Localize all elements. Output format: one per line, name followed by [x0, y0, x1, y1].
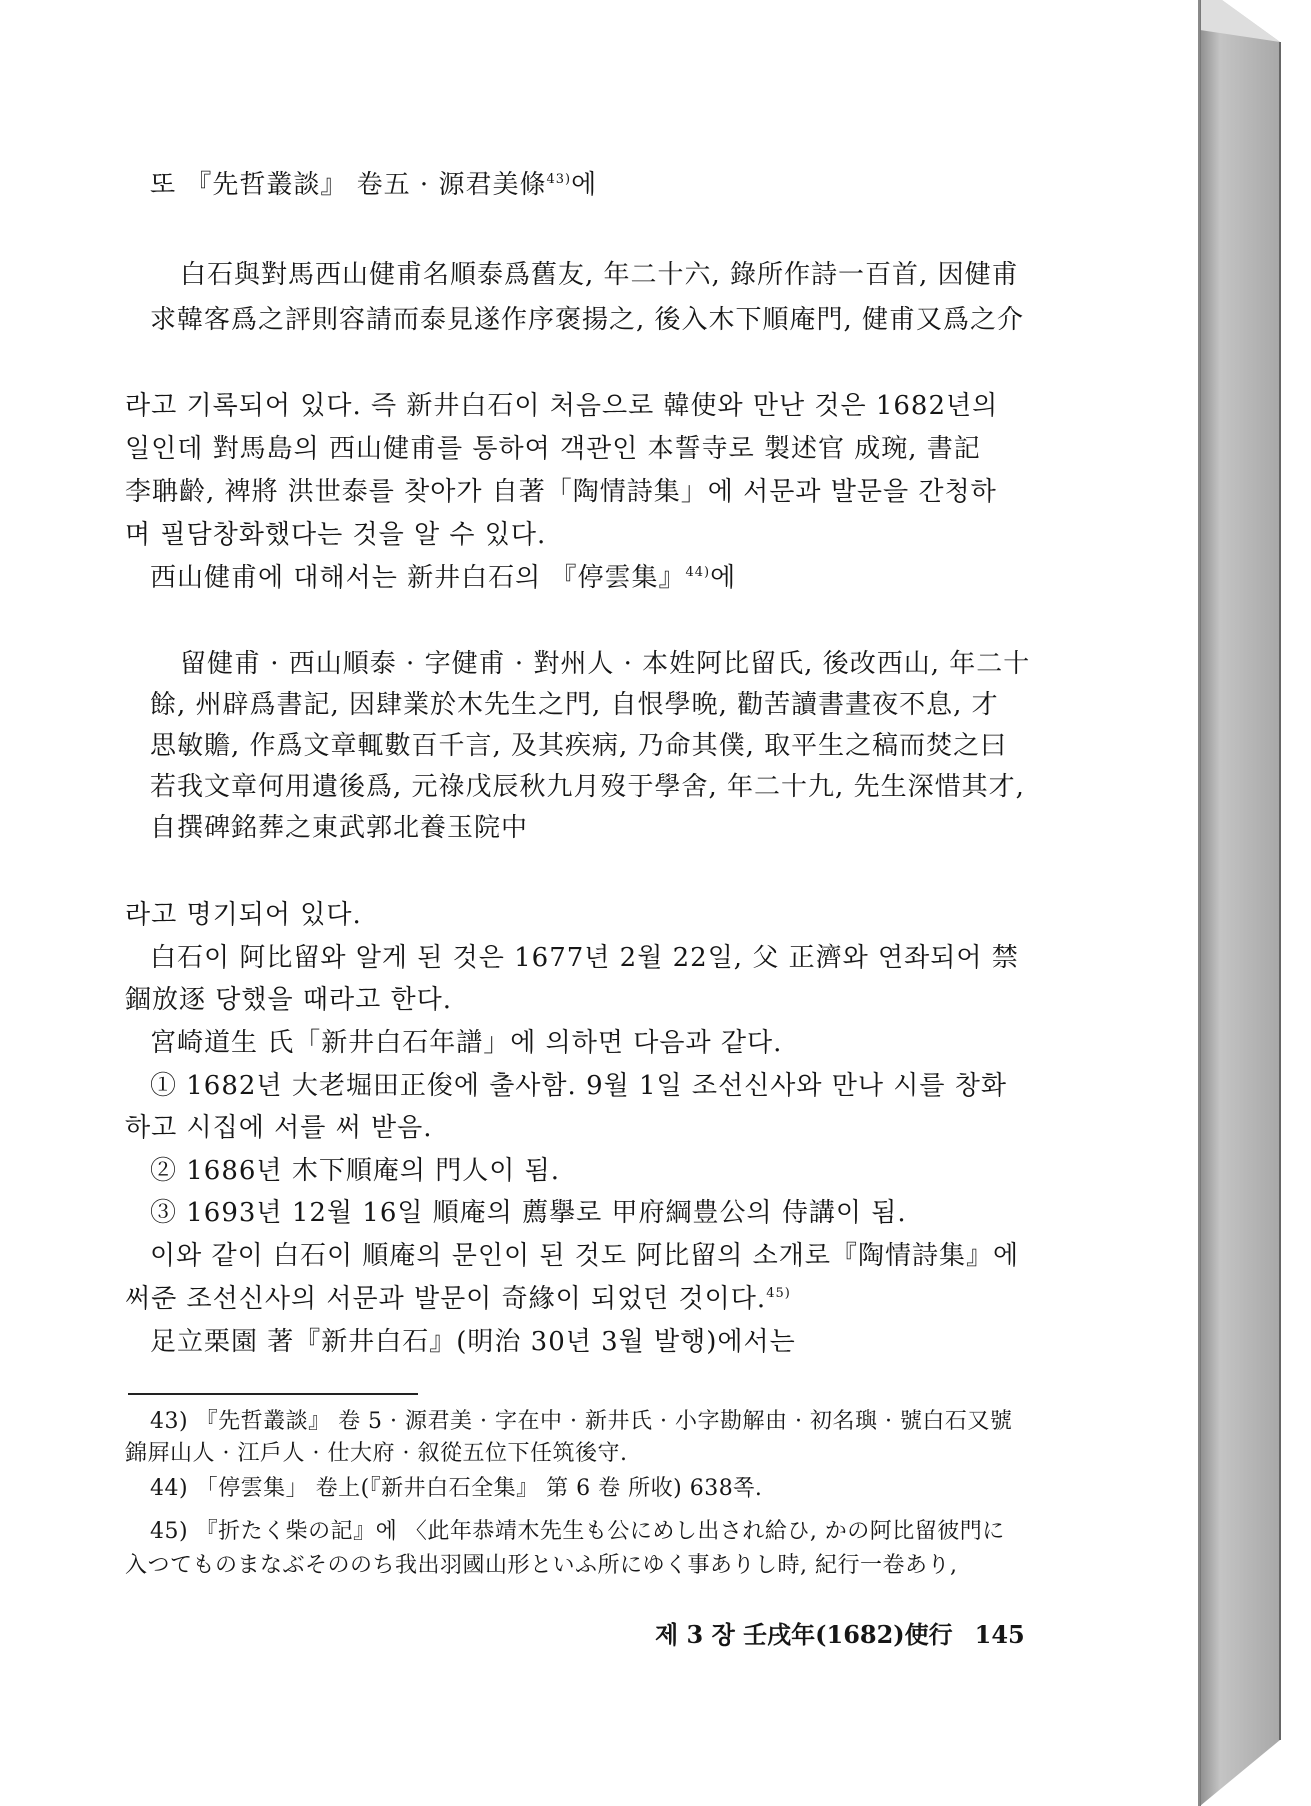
para3-line: 宮崎道生 氏「新井白石年譜」에 의하면 다음과 같다. — [150, 1028, 783, 1058]
para3-line: 라고 명기되어 있다. — [125, 900, 362, 930]
quote2-line: 留健甫 · 西山順泰 · 字健甫 · 對州人 · 本姓阿比留氏, 後改西山, 年二十 — [180, 649, 1031, 679]
page-number: 145 — [974, 1620, 1025, 1649]
para3-line: 錮放逐 당했을 때라고 한다. — [125, 985, 452, 1015]
para2-line — [150, 561, 736, 595]
para3-line: 이와 같이 白石이 順庵의 문인이 된 것도 阿比留의 소개로『陶情詩集』에 — [150, 1241, 1020, 1271]
quote1-line: 求韓客爲之評則容請而泰見遂作序褒揚之, 後入木下順庵門, 健甫又爲之介 — [150, 305, 1025, 335]
intro-tail: 에 — [571, 170, 598, 200]
para1-line: 며 필담창화했다는 것을 알 수 있다. — [125, 520, 547, 550]
footnote-44: 44) 「停雲集」 卷上(『新井白石全集』 第 6 卷 所收) 638쪽. — [150, 1476, 763, 1501]
para1-line: 李聃齡, 裨將 洪世泰를 찾아가 自著「陶情詩集」에 서문과 발문을 간청하 — [125, 477, 997, 507]
para3-last-text: 써준 조선신사의 서문과 발문이 奇緣이 되었던 것이다. — [125, 1284, 767, 1314]
quote2-line: 自撰碑銘葬之東武郭北養玉院中 — [150, 813, 529, 843]
intro-line — [150, 168, 597, 202]
para3-line: 하고 시집에 서를 써 받음. — [125, 1113, 433, 1143]
footnote-45-cont: 入つてものまなぶそののち我出羽國山形といふ所にゆく事ありし時, 紀行一卷あり, — [125, 1553, 958, 1578]
para1-line: 일인데 對馬島의 西山健甫를 통하여 객관인 本誓寺로 製述官 成琬, 書記 — [125, 434, 981, 464]
para2-tail: 에 — [710, 563, 737, 593]
footnote-divider — [128, 1393, 418, 1395]
para3-line: 白石이 阿比留와 알게 된 것은 1677년 2월 22일, 父 正濟와 연좌되어 禁 — [150, 943, 1019, 973]
running-head: 제 3 장 壬戌年(1682)使行 — [655, 1620, 953, 1649]
quote2-line: 若我文章何用遺後爲, 元祿戊辰秋九月歿于學舍, 年二十九, 先生深惜其才, — [150, 772, 1025, 802]
quote2-line: 餘, 州辟爲書記, 因肆業於木先生之門, 自恨學晩, 勸苦讀書晝夜不息, 才 — [150, 690, 999, 720]
para2-text: 西山健甫에 대해서는 新井白石의 『停雲集』 — [150, 563, 686, 593]
footnote-43: 43) 『先哲叢談』 卷 5 · 源君美 · 字在中 · 新井氏 · 小字勘解由 · 初名璵 · 號白石又號 — [150, 1409, 1013, 1434]
intro-text: 또 『先哲叢談』 卷五 · 源君美條 — [150, 170, 547, 200]
page-footer — [655, 1620, 1025, 1650]
book-edge — [1200, 0, 1311, 1806]
footnote-45: 45) 『折たく柴の記』에 〈此年恭靖木先生も公にめし出され給ひ, かの阿比留彼門に — [150, 1519, 1005, 1544]
para1-line: 라고 기록되어 있다. 즉 新井白石이 처음으로 韓使와 만난 것은 1682년의 — [125, 391, 999, 421]
book-edge-face — [1200, 0, 1280, 1806]
quote2-line: 思敏贍, 作爲文章輒數百千言, 及其疾病, 乃命其僕, 取平生之稿而焚之曰 — [150, 731, 1008, 761]
quote1-line: 白石與對馬西山健甫名順泰爲舊友, 年二十六, 錄所作詩一百首, 因健甫 — [180, 260, 1019, 290]
para3-line — [125, 1282, 791, 1316]
para3-line: ② 1686년 木下順庵의 門人이 됨. — [150, 1156, 560, 1186]
footnote-43-cont: 錦屛山人 · 江戶人 · 仕大府 · 叙從五位下任筑後守. — [125, 1441, 628, 1466]
para4-line: 足立栗園 著『新井白石』(明治 30년 3월 발행)에서는 — [150, 1327, 796, 1357]
para3-line: ③ 1693년 12월 16일 順庵의 薦擧로 甲府綱豊公의 侍講이 됨. — [150, 1198, 907, 1228]
footnote-ref-43: 43) — [546, 172, 572, 187]
para3-line: ① 1682년 大老堀田正俊에 출사함. 9월 1일 조선신사와 만나 시를 창화 — [150, 1071, 1007, 1101]
footnote-ref-45: 45) — [766, 1286, 791, 1301]
footnote-ref-44: 44) — [685, 565, 711, 580]
